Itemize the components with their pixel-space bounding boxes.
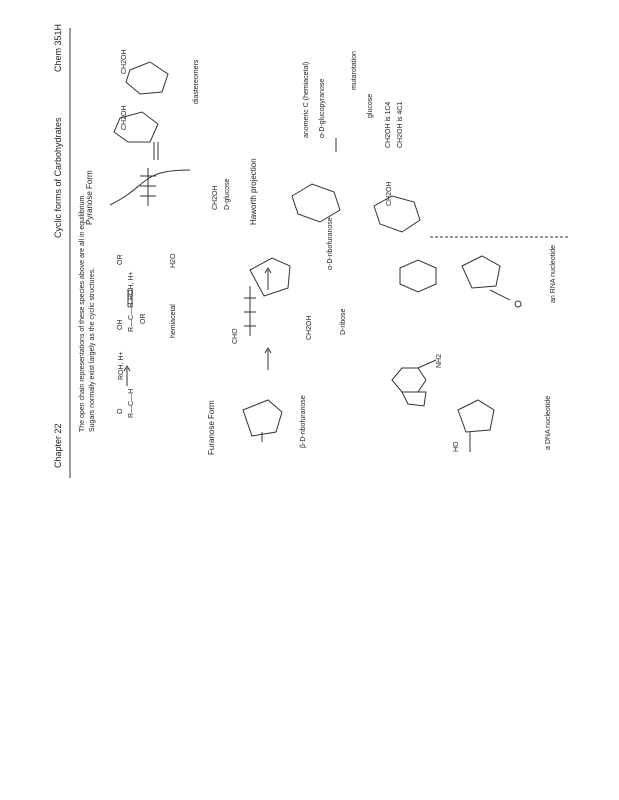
dna-sugar-ring	[458, 400, 494, 432]
pyranose-ch2oh-a: CH2OH	[121, 105, 128, 130]
ribose-label: D-ribose	[340, 308, 347, 335]
pyranose-label: Pyranose Form	[85, 170, 94, 225]
hemi-o-label: O	[117, 408, 124, 414]
diastereomers-label: diastereomers	[193, 59, 200, 104]
hemi-h2o: H2O	[170, 253, 177, 268]
furanose-label: Furanose Form	[207, 400, 216, 455]
alpha-furanose-ring	[250, 258, 290, 296]
hemi-reagent-1: ROH, H+	[118, 351, 125, 380]
cyclization-curve	[110, 170, 190, 205]
anomeric-c-label: anomeric C (hemiacetal)	[303, 61, 310, 138]
hemi-reagent-2: ROH, H+	[128, 271, 135, 300]
glucose-small-label: glucose	[367, 93, 374, 118]
pyranose-ring-1	[114, 112, 158, 142]
chair-ch2oh: CH2OH	[386, 181, 393, 206]
chapter-heading: Chapter 22	[53, 423, 63, 468]
alpha-ribofuranose-label: α-D-ribofuranose	[327, 217, 334, 270]
pyranose-ch2oh-b: CH2OH	[121, 49, 128, 74]
rna-sugar-ring	[462, 256, 500, 288]
beta-furanose-ring	[243, 400, 282, 436]
beta-ribofuranose-label: β-D-ribofuranose	[300, 395, 307, 448]
ch2oh-1c4-label: CH2OH is 1C4	[385, 101, 392, 148]
hemi-or-2: OR	[117, 254, 124, 265]
hemiacetal-label: hemiacetal	[170, 304, 177, 338]
page-title: Cyclic forms of Carbohydrates	[53, 117, 63, 238]
hemi-oh: OH	[117, 319, 124, 330]
mutarotation-label: mutarotation	[351, 51, 358, 90]
intro-line-2: Sugars normally exist largely as the cyclic structures.	[89, 267, 96, 432]
chair-ring	[374, 196, 420, 232]
base-ring-2	[402, 392, 426, 406]
hemi-or-1: OR	[140, 313, 147, 324]
cho-label: CHO	[232, 328, 239, 344]
phosphate-marker	[515, 301, 521, 307]
ch2oh-4c1-label: CH2OH is 4C1	[397, 101, 404, 148]
hemi-rch-label-2: R—C—H	[128, 302, 135, 332]
course-code: Chem 351H	[53, 23, 63, 72]
glucose-ch2oh: CH2OH	[212, 185, 219, 210]
ho-label: HO	[453, 441, 460, 452]
alpha-glucopyranose-label: α-D-glucopyranose	[319, 78, 326, 138]
haworth-label: Haworth projection	[249, 158, 258, 225]
rna-nucleotide-label: an RNA nucleotide	[550, 245, 557, 303]
rna-base-ring	[400, 260, 436, 292]
ribose-ch2oh: CH2OH	[306, 315, 313, 340]
haworth-ring-1	[292, 184, 340, 222]
hemi-rch-label: R—C—H	[128, 388, 135, 418]
glucose-label: D-glucose	[224, 178, 231, 210]
nh2-label: NH2	[436, 353, 443, 368]
base-ring-1	[392, 368, 426, 392]
intro-line-1: The open chain representations of these species above are all in equilibrium.	[79, 193, 86, 432]
dna-nucleotide-label: a DNA nucleotide	[545, 395, 552, 450]
pyranose-ring-2	[126, 62, 168, 94]
